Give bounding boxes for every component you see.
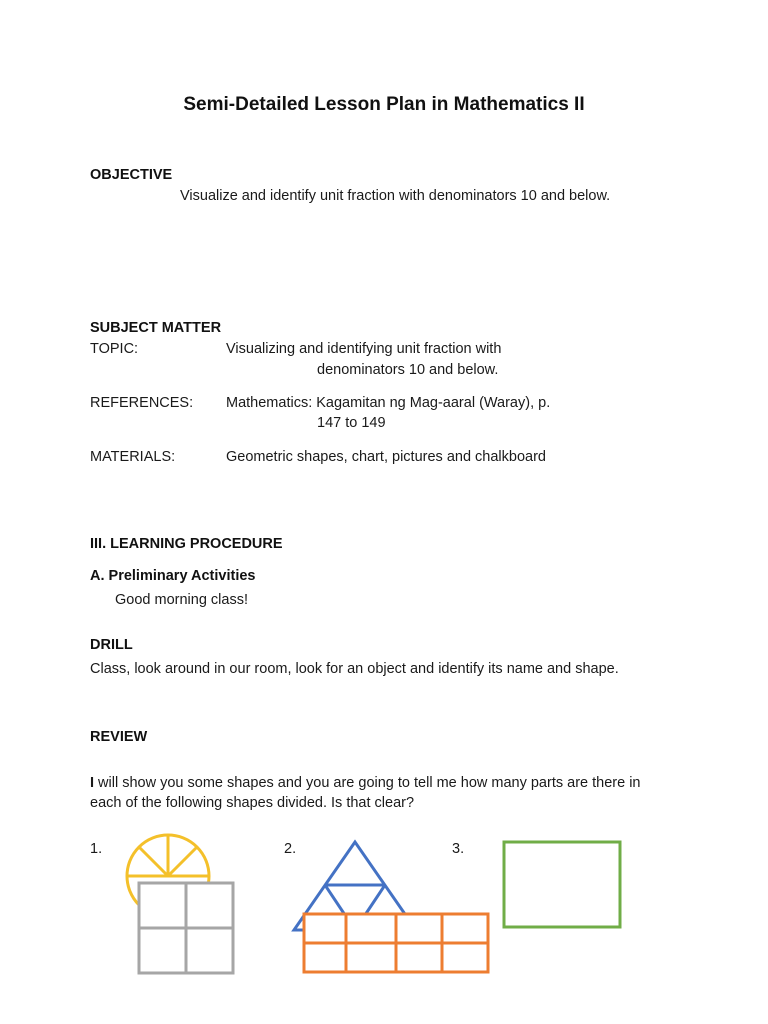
shape-label-1: 1. — [90, 841, 103, 857]
preliminary-activities-heading: A. Preliminary Activities — [90, 568, 256, 584]
review-text-line1 — [90, 774, 641, 792]
references-label: REFERENCES: — [90, 395, 194, 411]
references-text-line1: Mathematics: Kagamitan ng Mag-aaral (Waray), p. — [226, 395, 551, 411]
page-title: Semi-Detailed Lesson Plan in Mathematics II — [183, 94, 585, 115]
objective-text: Visualize and identify unit fraction with denominators 10 and below. — [180, 188, 611, 204]
shape-label-3: 3. — [452, 841, 465, 857]
drill-text: Class, look around in our room, look for an object and identify its name and shape. — [90, 661, 619, 677]
circle-divider — [139, 847, 168, 876]
materials-text: Geometric shapes, chart, pictures and chalkboard — [226, 449, 546, 465]
topic-text-line2: denominators 10 and below. — [317, 362, 499, 378]
review-first-letter: I — [90, 775, 95, 791]
review-heading: REVIEW — [90, 729, 148, 745]
subject-matter-heading: SUBJECT MATTER — [90, 320, 222, 336]
gray-grid-square — [139, 883, 233, 973]
objective-heading: OBJECTIVE — [90, 167, 173, 183]
green-rectangle — [504, 842, 620, 927]
review-text-line2: each of the following shapes divided. Is that clear? — [90, 795, 415, 811]
learning-procedure-heading: III. LEARNING PROCEDURE — [90, 536, 283, 552]
circle-divider — [168, 847, 197, 876]
references-text-line2: 147 to 149 — [317, 415, 386, 431]
shape-label-2: 2. — [284, 841, 297, 857]
review-shapes — [0, 820, 768, 1020]
review-line1-rest: will show you some shapes and you are going to tell me how many parts are there in — [94, 775, 641, 791]
drill-heading: DRILL — [90, 637, 133, 653]
orange-grid-rectangle — [304, 914, 488, 972]
greeting-text: Good morning class! — [115, 592, 248, 608]
topic-text-line1: Visualizing and identifying unit fraction with — [226, 341, 502, 357]
materials-label: MATERIALS: — [90, 449, 176, 465]
topic-label: TOPIC: — [90, 341, 139, 357]
